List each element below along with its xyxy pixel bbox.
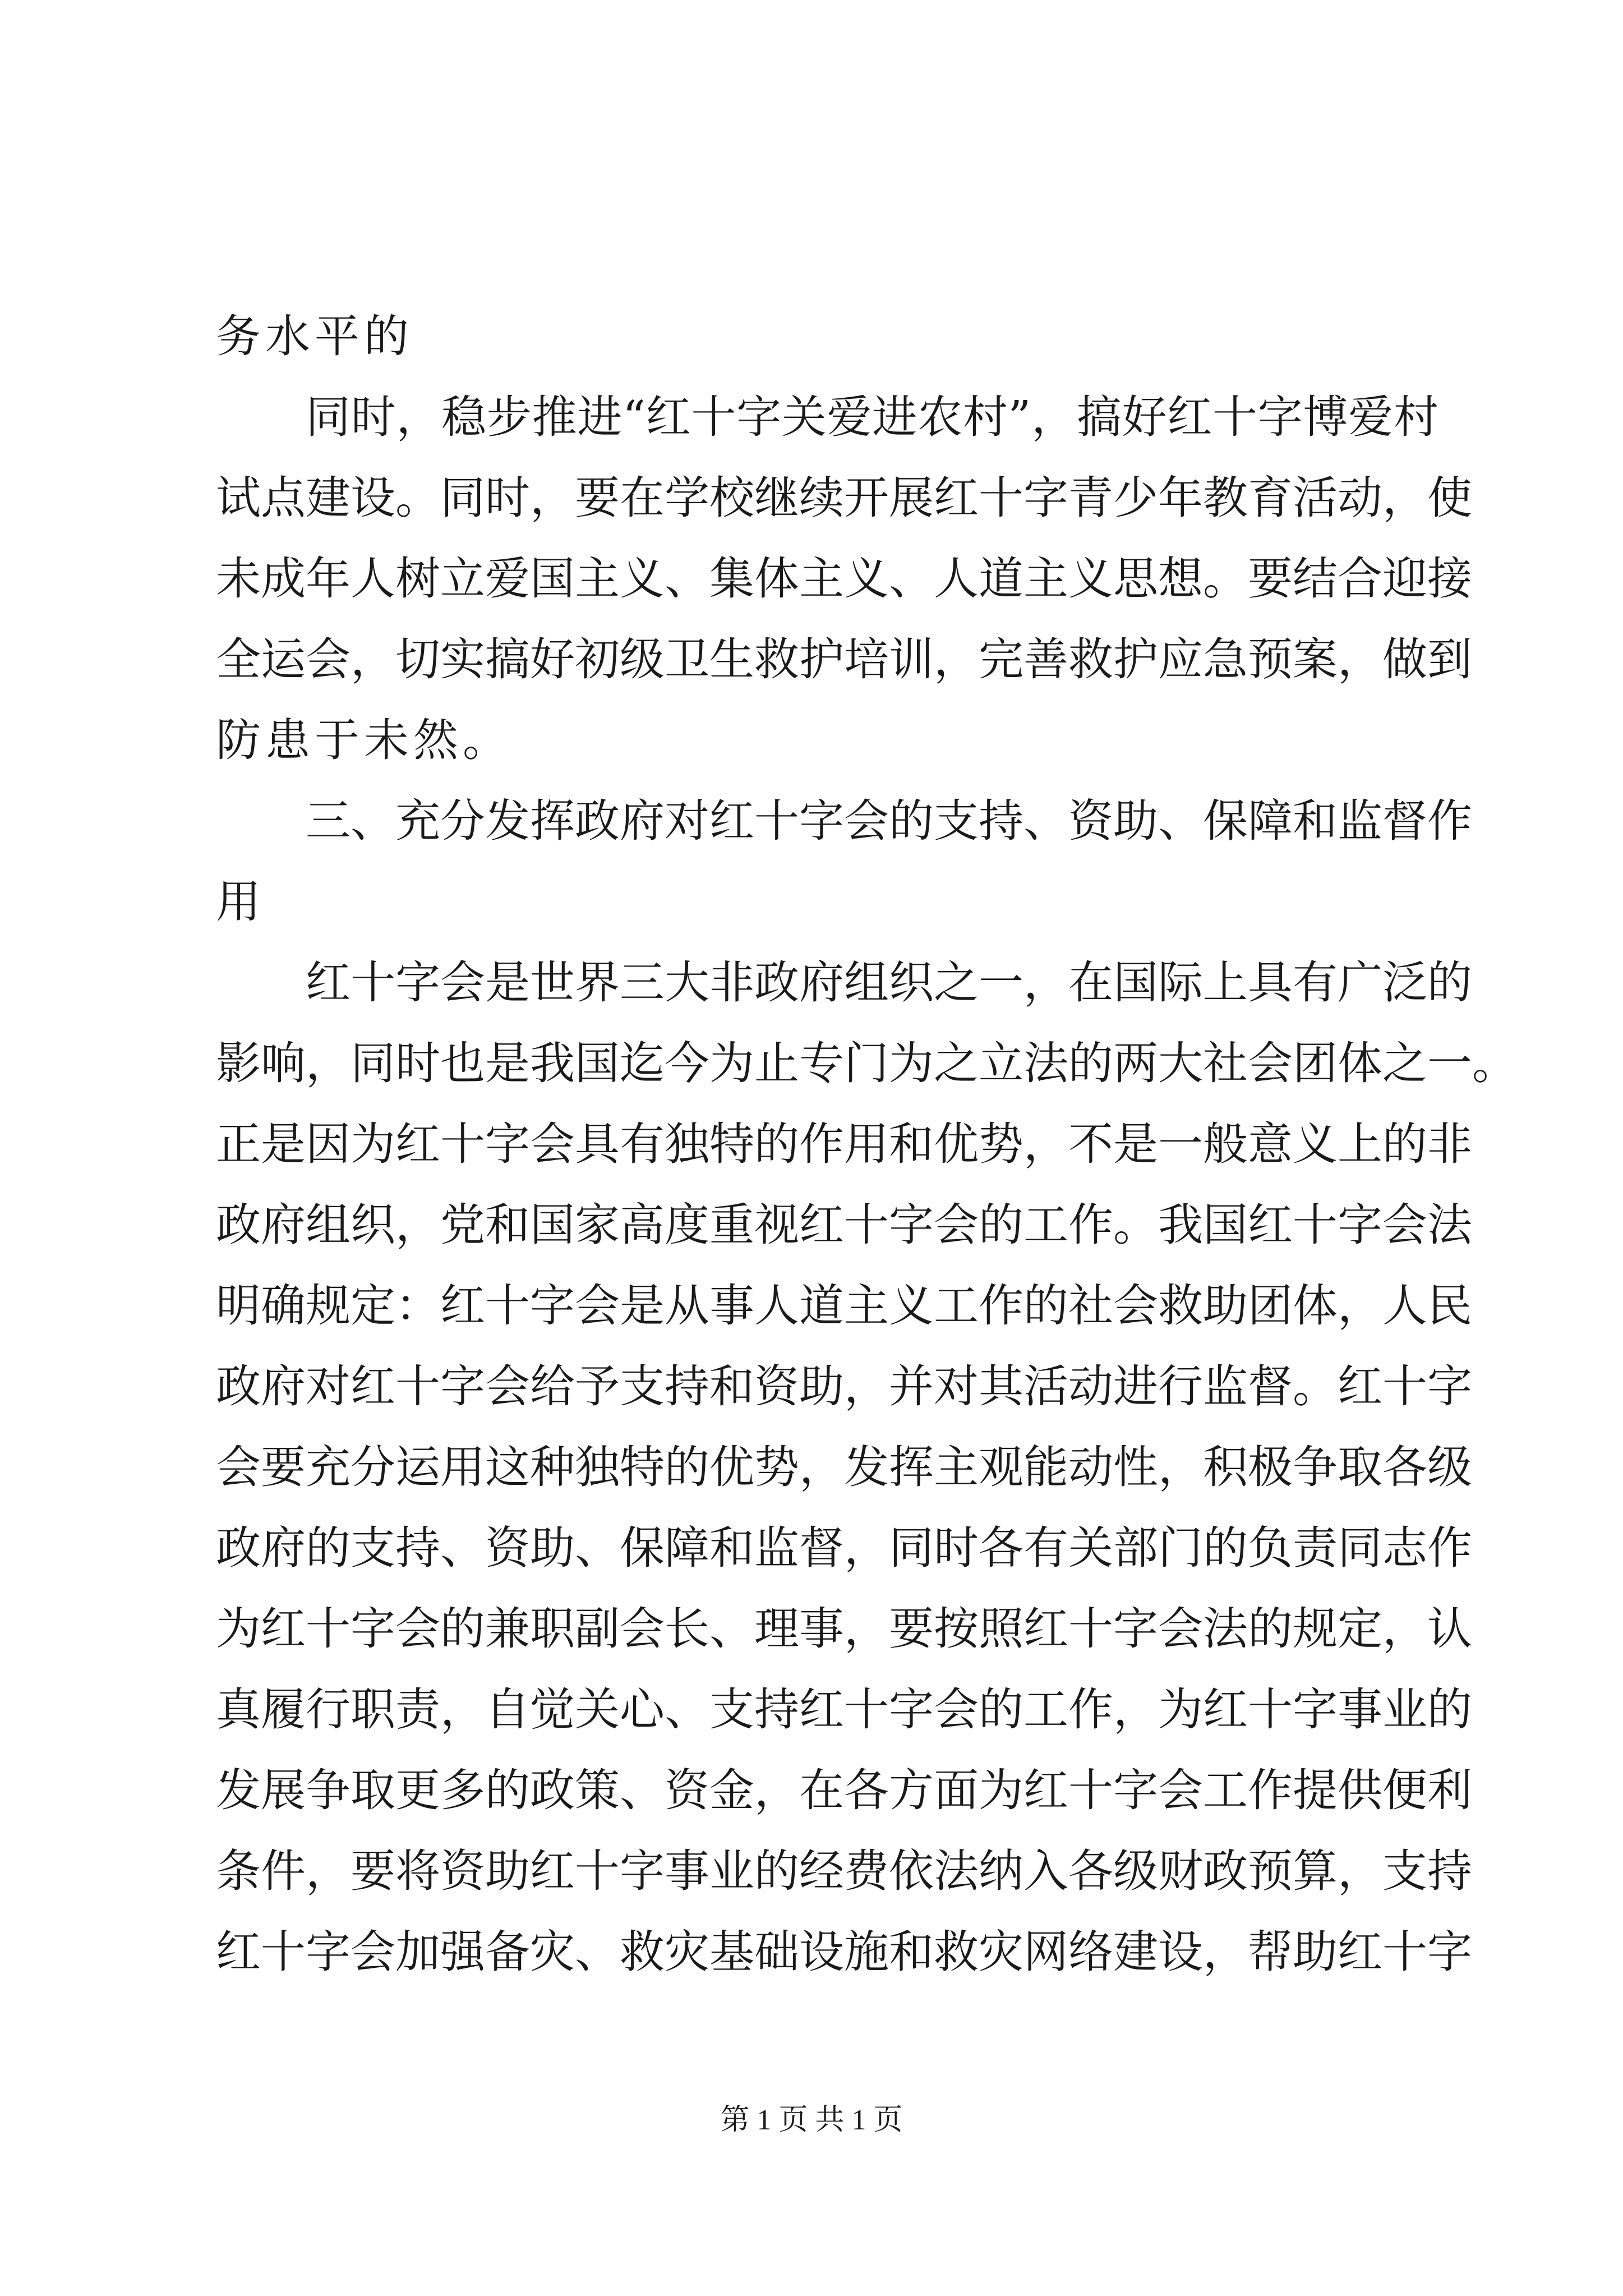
text-line: 试点建设。同时，要在学校继续开展红十字青少年教育活动，使 bbox=[216, 472, 1472, 524]
text-line: 为红十字会的兼职副会长、理事，要按照红十字会法的规定，认 bbox=[216, 1603, 1472, 1655]
text-line: 正是因为红十字会具有独特的作用和优势，不是一般意义上的非 bbox=[216, 1118, 1472, 1170]
text-line: 会要充分运用这种独特的优势，发挥主观能动性，积极争取各级 bbox=[216, 1441, 1472, 1493]
section-heading: 三、充分发挥政府对红十字会的支持、资助、保障和监督作 bbox=[306, 795, 1472, 847]
text-line: 务水平的 bbox=[216, 310, 413, 362]
text-line: 条件，要将资助红十字事业的经费依法纳入各级财政预算，支持 bbox=[216, 1845, 1472, 1897]
document-body bbox=[216, 296, 1517, 1993]
section-heading-continued: 用 bbox=[216, 876, 265, 928]
text-line: 政府对红十字会给予支持和资助，并对其活动进行监督。红十字 bbox=[216, 1360, 1472, 1412]
text-line: 影响，同时也是我国迄今为止专门为之立法的两大社会团体之一。 bbox=[216, 1037, 1517, 1089]
text-line: 同时，稳步推进“红十字关爱进农村”，搞好红十字博爱村 bbox=[306, 391, 1438, 443]
text-line: 红十字会加强备灾、救灾基础设施和救灾网络建设，帮助红十字 bbox=[216, 1926, 1472, 1978]
page-number-footer: 第 1 页 共 1 页 bbox=[720, 2104, 903, 2136]
text-line: 真履行职责，自觉关心、支持红十字会的工作，为红十字事业的 bbox=[216, 1683, 1472, 1736]
text-line: 政府的支持、资助、保障和监督，同时各有关部门的负责同志作 bbox=[216, 1522, 1472, 1574]
text-line: 政府组织，党和国家高度重视红十字会的工作。我国红十字会法 bbox=[216, 1199, 1472, 1251]
text-line: 发展争取更多的政策、资金，在各方面为红十字会工作提供便利 bbox=[216, 1764, 1472, 1816]
text-line: 红十字会是世界三大非政府组织之一，在国际上具有广泛的 bbox=[306, 956, 1472, 1009]
text-line: 全运会，切实搞好初级卫生救护培训，完善救护应急预案，做到 bbox=[216, 633, 1472, 685]
text-line: 明确规定：红十字会是从事人道主义工作的社会救助团体，人民 bbox=[216, 1280, 1472, 1332]
text-line: 未成年人树立爱国主义、集体主义、人道主义思想。要结合迎接 bbox=[216, 553, 1472, 605]
text-line: 防患于未然。 bbox=[216, 714, 512, 766]
